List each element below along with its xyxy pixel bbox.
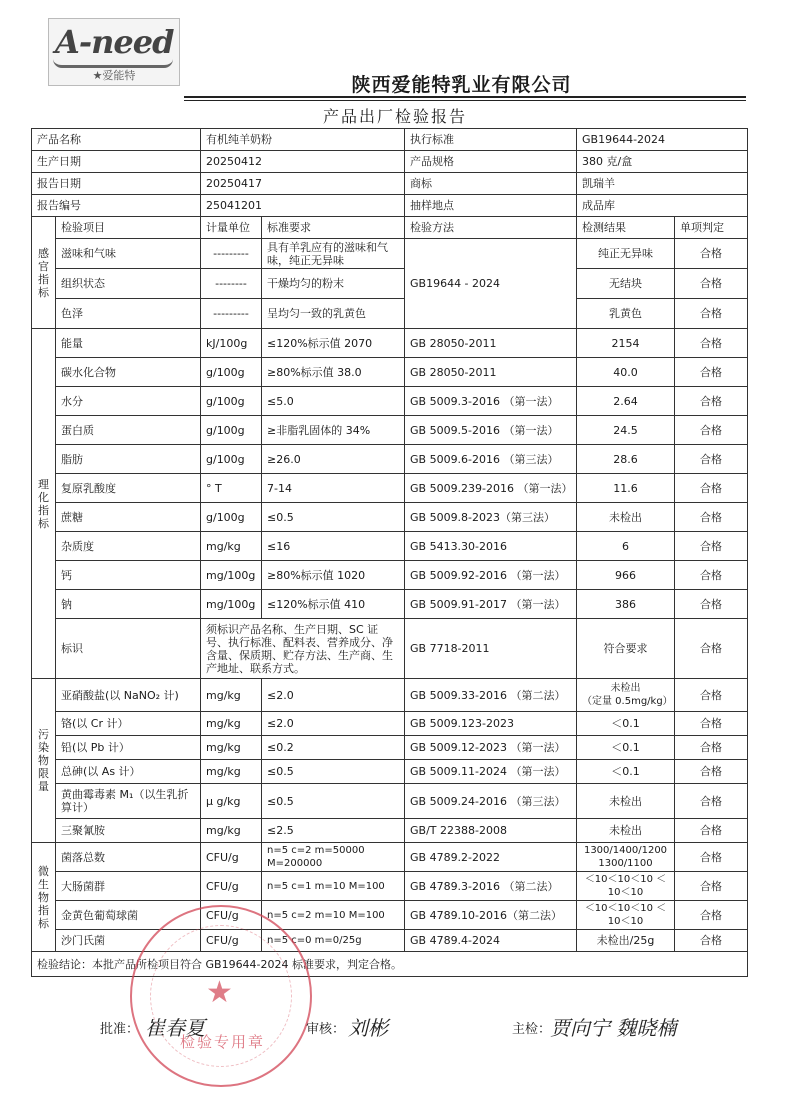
judgement-cell: 合格 [675, 712, 748, 736]
judgement-cell: 合格 [675, 329, 748, 358]
table-row [32, 239, 748, 269]
method-cell: GB 5413.30-2016 [405, 532, 577, 561]
requirement-cell: ≤0.5 [262, 503, 405, 532]
stamp-text: 检验专用章 [180, 1033, 266, 1051]
production-date-value: 20250412 [201, 151, 405, 173]
judgement-cell: 合格 [675, 872, 748, 901]
sampling-label: 抽样地点 [405, 195, 577, 217]
item-cell: 色泽 [56, 299, 201, 329]
group-label-micro: 微生物指标 [32, 843, 56, 952]
requirement-cell: ≤2.5 [262, 819, 405, 843]
table-row [32, 561, 748, 590]
method-cell: GB 7718-2011 [405, 619, 577, 679]
method-cell: GB 5009.6-2016 （第三法） [405, 445, 577, 474]
method-cell: GB 5009.8-2023（第三法） [405, 503, 577, 532]
unit-cell: ° T [201, 474, 262, 503]
item-cell: 钙 [56, 561, 201, 590]
unit-cell: --------- [201, 299, 262, 329]
judgement-cell: 合格 [675, 239, 748, 269]
result-value: 未检出 [610, 683, 641, 694]
requirement-cell: 具有羊乳应有的滋味和气味，纯正无异味 [262, 239, 405, 269]
item-cell: 蔗糖 [56, 503, 201, 532]
micro-section [32, 843, 748, 952]
requirement-cell: n=5 c=2 m=50000 M=200000 [262, 843, 405, 872]
logo-text: A-need [55, 23, 174, 61]
unit-cell: mg/kg [201, 819, 262, 843]
sensory-method-cell: GB19644 - 2024 [405, 239, 577, 329]
spec-value: 380 克/盒 [577, 151, 748, 173]
judgement-cell: 合格 [675, 590, 748, 619]
sensory-section [32, 217, 748, 329]
result-cell: 纯正无异味 [577, 239, 675, 269]
standard-label: 执行标准 [405, 129, 577, 151]
unit-cell: g/100g [201, 416, 262, 445]
unit-cell: mg/kg [201, 760, 262, 784]
unit-cell: --------- [201, 239, 262, 269]
group-label-sensory: 感官指标 [32, 217, 56, 329]
item-cell: 脂肪 [56, 445, 201, 474]
column-header-method: 检验方法 [405, 217, 577, 239]
judgement-cell: 合格 [675, 358, 748, 387]
sampling-value: 成品库 [577, 195, 748, 217]
unit-cell: CFU/g [201, 872, 262, 901]
table-row [32, 329, 748, 358]
result-cell: 未检出 [577, 819, 675, 843]
method-cell: GB 5009.5-2016 （第一法） [405, 416, 577, 445]
judgement-cell: 合格 [675, 679, 748, 712]
result-cell: 未检出 [577, 784, 675, 819]
requirement-cell: ≤2.0 [262, 679, 405, 712]
inspection-table [31, 128, 748, 977]
table-row [32, 872, 748, 901]
report-no-label: 报告编号 [32, 195, 201, 217]
judgement-cell: 合格 [675, 930, 748, 952]
table-row [32, 358, 748, 387]
item-cell: 复原乳酸度 [56, 474, 201, 503]
unit-cell: g/100g [201, 503, 262, 532]
table-row [32, 416, 748, 445]
item-cell: 蛋白质 [56, 416, 201, 445]
item-cell: 三聚氰胺 [56, 819, 201, 843]
result-cell: ＜0.1 [577, 712, 675, 736]
review-signature: 刘彬 [348, 1016, 388, 1040]
table-row [32, 503, 748, 532]
judgement-cell: 合格 [675, 532, 748, 561]
table-row [32, 760, 748, 784]
unit-cell: g/100g [201, 445, 262, 474]
requirement-cell: ≤0.5 [262, 784, 405, 819]
judgement-cell: 合格 [675, 387, 748, 416]
result-cell: 28.6 [577, 445, 675, 474]
result-cell: 24.5 [577, 416, 675, 445]
item-cell: 组织状态 [56, 269, 201, 299]
table-row [32, 819, 748, 843]
method-cell: GB 4789.3-2016 （第二法） [405, 872, 577, 901]
inspection-stamp [130, 905, 312, 1087]
table-row [32, 532, 748, 561]
unit-cell: kJ/100g [201, 329, 262, 358]
method-cell: GB/T 22388-2008 [405, 819, 577, 843]
judgement-cell: 合格 [675, 503, 748, 532]
unit-cell: mg/kg [201, 679, 262, 712]
item-cell: 碳水化合物 [56, 358, 201, 387]
method-cell: GB 4789.4-2024 [405, 930, 577, 952]
requirement-cell: ≤2.0 [262, 712, 405, 736]
info-section [32, 129, 748, 217]
unit-cell: g/100g [201, 358, 262, 387]
method-cell: GB 5009.92-2016 （第一法） [405, 561, 577, 590]
method-cell: GB 5009.33-2016 （第二法） [405, 679, 577, 712]
table-row [32, 474, 748, 503]
unit-cell: μ g/kg [201, 784, 262, 819]
table-row [32, 679, 748, 712]
report-no-value: 25041201 [201, 195, 405, 217]
spec-label: 产品规格 [405, 151, 577, 173]
result-cell: 966 [577, 561, 675, 590]
unit-cell: mg/kg [201, 736, 262, 760]
judgement-cell: 合格 [675, 299, 748, 329]
item-cell: 大肠菌群 [56, 872, 201, 901]
table-row [32, 784, 748, 819]
brand-label: 商标 [405, 173, 577, 195]
item-cell: 水分 [56, 387, 201, 416]
method-cell: GB 5009.24-2016 （第三法） [405, 784, 577, 819]
judgement-cell: 合格 [675, 561, 748, 590]
logo-subtext: ★爱能特 [92, 69, 136, 82]
item-cell: 标识 [56, 619, 201, 679]
judgement-cell: 合格 [675, 474, 748, 503]
result-cell: 386 [577, 590, 675, 619]
column-header-item: 检验项目 [56, 217, 201, 239]
table-row [32, 901, 748, 930]
result-cell [577, 679, 675, 712]
item-cell: 钠 [56, 590, 201, 619]
requirement-cell: ≥80%标示值 1020 [262, 561, 405, 590]
approve-signature: 崔春夏 [145, 1016, 205, 1040]
judgement-cell: 合格 [675, 269, 748, 299]
product-name-label: 产品名称 [32, 129, 201, 151]
judgement-cell: 合格 [675, 760, 748, 784]
judgement-cell: 合格 [675, 736, 748, 760]
result-cell: 符合要求 [577, 619, 675, 679]
table-row [32, 736, 748, 760]
requirement-cell: n=5 c=1 m=10 M=100 [262, 872, 405, 901]
judgement-cell: 合格 [675, 416, 748, 445]
requirement-cell: n=5 c=0 m=0/25g [262, 930, 405, 952]
physchem-section [32, 329, 748, 679]
requirement-cell: ≤0.5 [262, 760, 405, 784]
judgement-cell: 合格 [675, 619, 748, 679]
result-cell: ＜0.1 [577, 736, 675, 760]
requirement-cell: ≥80%标示值 38.0 [262, 358, 405, 387]
product-name-value: 有机纯羊奶粉 [201, 129, 405, 151]
column-header-result: 检测结果 [577, 217, 675, 239]
method-cell: GB 4789.2-2022 [405, 843, 577, 872]
item-cell: 金黄色葡萄球菌 [56, 901, 201, 930]
report-title: 产品出厂检验报告 [322, 107, 467, 126]
column-header-requirement: 标准要求 [262, 217, 405, 239]
judgement-cell: 合格 [675, 901, 748, 930]
judgement-cell: 合格 [675, 784, 748, 819]
item-cell: 黄曲霉毒素 M₁（以生乳折算计） [56, 784, 201, 819]
requirement-cell: ≥26.0 [262, 445, 405, 474]
result-cell: 11.6 [577, 474, 675, 503]
requirement-cell: n=5 c=2 m=10 M=100 [262, 901, 405, 930]
unit-cell: mg/kg [201, 532, 262, 561]
judgement-cell: 合格 [675, 445, 748, 474]
judgement-cell: 合格 [675, 843, 748, 872]
table-row [32, 930, 748, 952]
method-cell: GB 5009.12-2023 （第一法） [405, 736, 577, 760]
result-cell: ＜10＜10＜10 ＜10＜10 [577, 872, 675, 901]
judgement-cell: 合格 [675, 819, 748, 843]
result-cell: 6 [577, 532, 675, 561]
conclusion-text: 检验结论：本批产品所检项目符合 GB19644-2024 标准要求，判定合格。 [32, 952, 748, 977]
requirement-cell: 干燥均匀的粉末 [262, 269, 405, 299]
method-cell: GB 28050-2011 [405, 358, 577, 387]
requirement-cell: ≤120%标示值 2070 [262, 329, 405, 358]
unit-cell: CFU/g [201, 843, 262, 872]
unit-cell: -------- [201, 269, 262, 299]
method-cell: GB 5009.11-2024 （第一法） [405, 760, 577, 784]
result-cell: 未检出 [577, 503, 675, 532]
requirement-cell: 7-14 [262, 474, 405, 503]
item-cell: 沙门氏菌 [56, 930, 201, 952]
requirement-cell: ≤16 [262, 532, 405, 561]
unit-cell: CFU/g [201, 901, 262, 930]
table-row [32, 590, 748, 619]
result-note: （定量 0.5mg/kg） [582, 696, 673, 707]
unit-cell: mg/kg [201, 712, 262, 736]
company-logo [48, 18, 180, 86]
table-row [32, 269, 748, 299]
item-cell: 亚硝酸盐(以 NaNO₂ 计) [56, 679, 201, 712]
production-date-label: 生产日期 [32, 151, 201, 173]
table-row [32, 299, 748, 329]
report-date-value: 20250417 [201, 173, 405, 195]
column-header-judgement: 单项判定 [675, 217, 748, 239]
result-cell: 无结块 [577, 269, 675, 299]
item-cell: 铅(以 Pb 计） [56, 736, 201, 760]
item-cell: 菌落总数 [56, 843, 201, 872]
method-cell: GB 5009.239-2016 （第一法） [405, 474, 577, 503]
standard-value: GB19644-2024 [577, 129, 748, 151]
header-rule-thin [184, 100, 746, 101]
item-cell: 滋味和气味 [56, 239, 201, 269]
table-row [32, 712, 748, 736]
review-label: 审核： [306, 1022, 346, 1037]
result-cell: ＜0.1 [577, 760, 675, 784]
item-cell: 铬(以 Cr 计） [56, 712, 201, 736]
requirement-cell: 呈均匀一致的乳黄色 [262, 299, 405, 329]
unit-cell: mg/100g [201, 561, 262, 590]
result-cell: 乳黄色 [577, 299, 675, 329]
unit-cell: mg/100g [201, 590, 262, 619]
method-cell: GB 5009.91-2017 （第一法） [405, 590, 577, 619]
header-rule [184, 96, 746, 98]
requirement-cell: ≤5.0 [262, 387, 405, 416]
brand-value: 凯瑞羊 [577, 173, 748, 195]
group-label-physchem: 理化指标 [32, 329, 56, 679]
requirement-cell: ≤120%标示值 410 [262, 590, 405, 619]
report-date-label: 报告日期 [32, 173, 201, 195]
method-cell: GB 4789.10-2016（第二法） [405, 901, 577, 930]
inspect-signature: 贾向宁 魏晓楠 [550, 1016, 677, 1040]
result-cell: 40.0 [577, 358, 675, 387]
approve-label: 批准： [100, 1022, 140, 1037]
table-row [32, 445, 748, 474]
inspect-label: 主检： [512, 1022, 552, 1037]
method-cell: GB 5009.3-2016 （第一法） [405, 387, 577, 416]
requirement-cell: 须标识产品名称、生产日期、SC 证号、执行标准、配料表、营养成分、净含量、保质期、贮存方法、生产商、生产地址、联系方式。 [201, 619, 405, 679]
result-cell: 1300/1400/1200 1300/1100 [577, 843, 675, 872]
method-cell: GB 5009.123-2023 [405, 712, 577, 736]
group-label-contaminant: 污染物限量 [32, 679, 56, 843]
result-cell: 2154 [577, 329, 675, 358]
result-cell: ＜10＜10＜10 ＜10＜10 [577, 901, 675, 930]
item-cell: 总砷(以 As 计） [56, 760, 201, 784]
unit-cell: g/100g [201, 387, 262, 416]
company-name: 陕西爱能特乳业有限公司 [351, 74, 572, 96]
item-cell: 能量 [56, 329, 201, 358]
result-cell: 未检出/25g [577, 930, 675, 952]
unit-cell: CFU/g [201, 930, 262, 952]
table-row [32, 843, 748, 872]
column-header-unit: 计量单位 [201, 217, 262, 239]
item-cell: 杂质度 [56, 532, 201, 561]
method-cell: GB 28050-2011 [405, 329, 577, 358]
table-row [32, 619, 748, 679]
requirement-cell: ≥非脂乳固体的 34% [262, 416, 405, 445]
result-cell: 2.64 [577, 387, 675, 416]
stamp-star-icon: ★ [206, 975, 233, 1010]
table-row [32, 387, 748, 416]
requirement-cell: ≤0.2 [262, 736, 405, 760]
contaminant-section [32, 679, 748, 843]
